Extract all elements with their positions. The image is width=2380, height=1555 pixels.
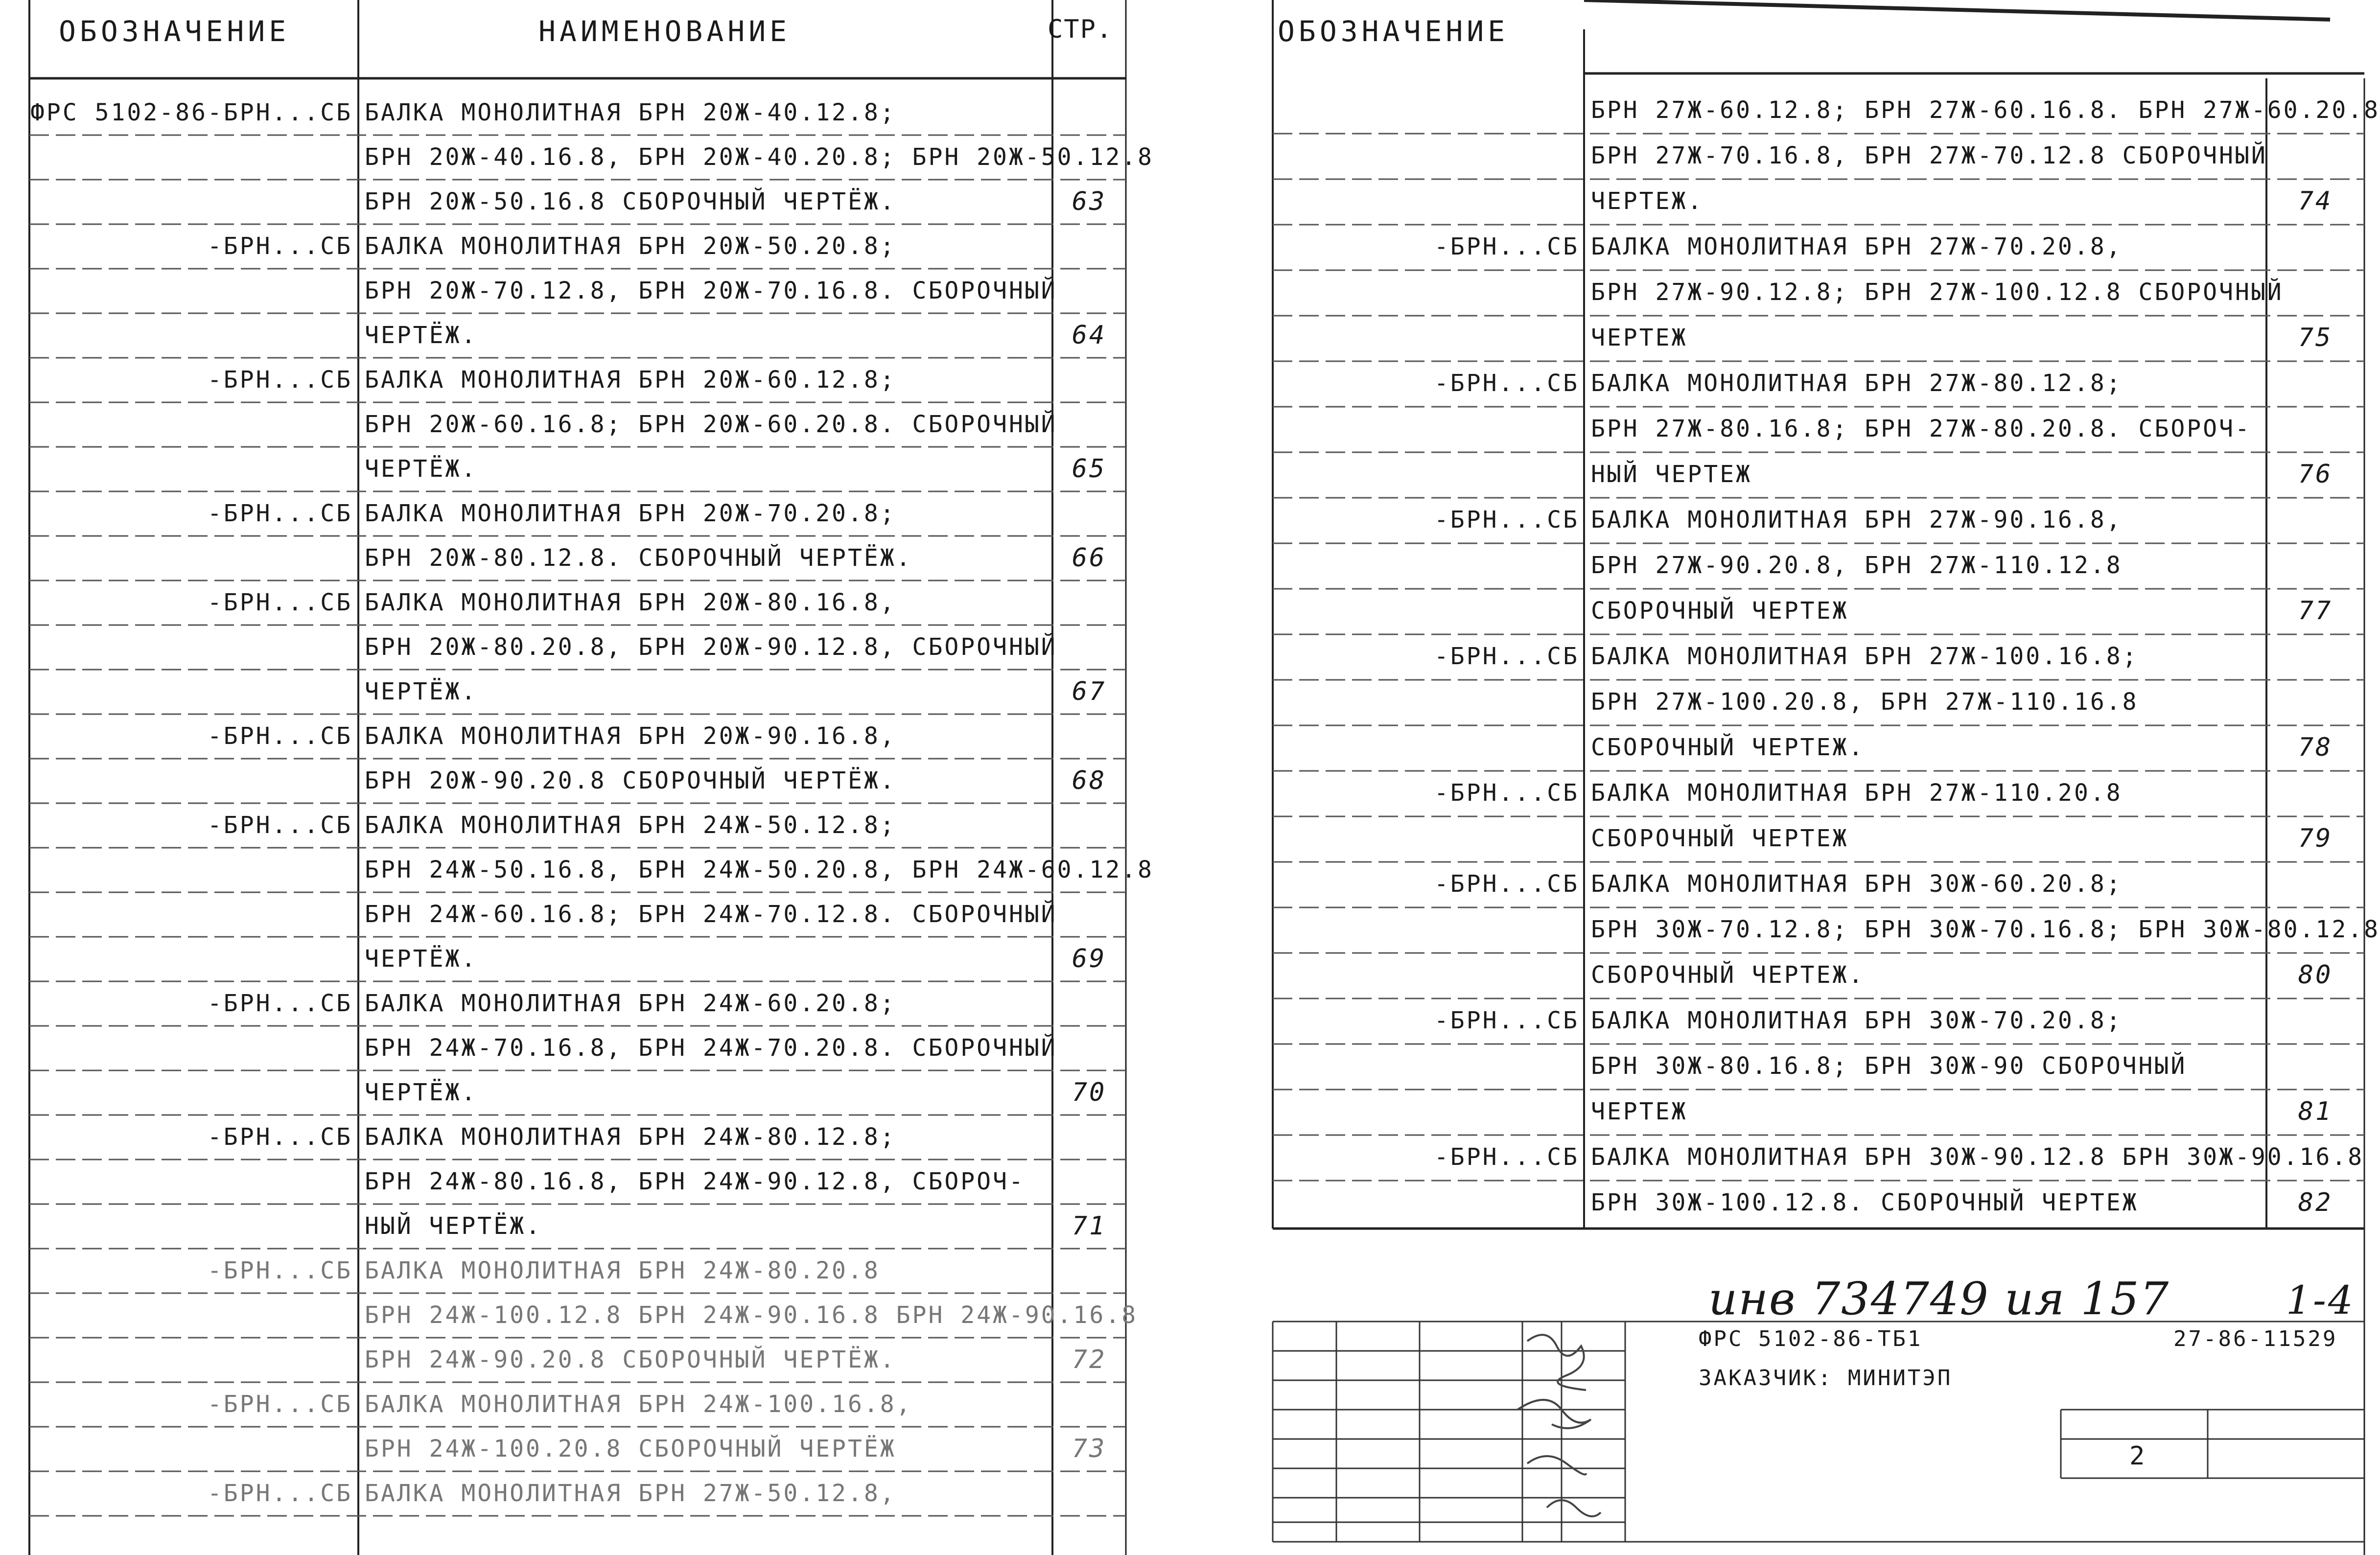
table-row	[0, 536, 1141, 580]
row-page-number	[2266, 225, 2364, 269]
table-row	[0, 224, 1141, 269]
row-page-number	[1052, 1026, 1126, 1070]
document-code: ФРС 5102-86-ТБ1	[1699, 1326, 1923, 1351]
table-row	[0, 759, 1141, 803]
row-name: БАЛКА МОНОЛИТНАЯ БРН 24Ж-50.12.8;	[365, 812, 896, 839]
row-name: СБОРОЧНЫЙ ЧЕРТЕЖ	[1591, 597, 1849, 625]
title-block-lines	[1273, 1322, 2364, 1542]
table-row	[1253, 862, 2376, 906]
table-row	[0, 135, 1154, 180]
table-row	[0, 1471, 1141, 1516]
table-row	[1253, 1181, 2376, 1225]
row-page-number	[1052, 1471, 1126, 1516]
row-name: БАЛКА МОНОЛИТНАЯ БРН 27Ж-90.16.8,	[1591, 506, 2123, 534]
table-row	[1253, 907, 2380, 952]
row-designation	[29, 1427, 352, 1471]
row-designation	[1273, 1181, 1579, 1225]
table-row	[1253, 498, 2376, 542]
row-page-number: 75	[2298, 323, 2333, 352]
row-page-number	[1052, 848, 1126, 892]
row-designation	[29, 937, 352, 981]
row-page-number: 71	[1072, 1211, 1107, 1241]
row-page-number: 76	[2298, 460, 2333, 489]
row-page-number	[2266, 88, 2364, 133]
handwritten-inventory-number: инв 734749 ия 157	[1708, 1273, 2170, 1325]
row-designation: -БРН...СБ	[1434, 370, 1579, 397]
row-designation: -БРН...СБ	[207, 500, 352, 527]
table-row	[0, 1204, 1141, 1249]
row-page-number	[1052, 1160, 1126, 1204]
row-page-number: 69	[1072, 944, 1107, 974]
row-page-number: 80	[2298, 960, 2333, 990]
row-designation	[1273, 816, 1579, 861]
row-designation: -БРН...СБ	[207, 1123, 352, 1151]
row-page-number	[2266, 680, 2364, 724]
table-row	[1253, 1135, 2376, 1180]
row-name: БАЛКА МОНОЛИТНАЯ БРН 20Ж-80.16.8,	[365, 589, 896, 616]
row-name: БРН 27Ж-100.20.8, БРН 27Ж-110.16.8	[1591, 688, 2139, 716]
row-name: ЧЕРТЁЖ.	[365, 322, 478, 349]
row-page-number: 73	[1072, 1434, 1107, 1463]
row-name: БРН 24Ж-80.16.8, БРН 24Ж-90.12.8, СБОРОЧ-	[365, 1168, 1025, 1195]
row-page-number: 67	[1072, 677, 1107, 706]
left-header-name: НАИМЕНОВАНИЕ	[538, 15, 791, 48]
row-page-number	[2266, 1135, 2364, 1180]
row-name: БРН 24Ж-90.20.8 СБОРОЧНЫЙ ЧЕРТЁЖ.	[365, 1346, 896, 1373]
row-page-number: 77	[2298, 596, 2333, 626]
table-row	[0, 1293, 1141, 1338]
table-row	[0, 491, 1141, 536]
table-row	[1253, 179, 2376, 224]
row-page-number	[1052, 358, 1126, 402]
table-row	[1253, 998, 2376, 1043]
row-page-number	[1052, 135, 1126, 180]
row-designation	[1273, 316, 1579, 360]
row-page-number	[2266, 361, 2364, 406]
row-designation	[1273, 270, 1579, 315]
row-name: БРН 27Ж-70.16.8, БРН 27Ж-70.12.8 СБОРОЧНЫЙ	[1591, 142, 2267, 169]
table-row	[1253, 589, 2376, 633]
row-name: БРН 24Ж-60.16.8; БРН 24Ж-70.12.8. СБОРОЧНЫЙ	[365, 901, 1057, 928]
row-name: БРН 20Ж-80.12.8. СБОРОЧНЫЙ ЧЕРТЁЖ.	[365, 544, 912, 572]
row-name: БАЛКА МОНОЛИТНАЯ БРН 27Ж-80.12.8;	[1591, 370, 2123, 397]
table-row	[0, 402, 1141, 447]
row-designation: -БРН...СБ	[207, 366, 352, 394]
row-name: БАЛКА МОНОЛИТНАЯ БРН 24Ж-80.12.8;	[365, 1123, 896, 1151]
row-page-number	[2266, 634, 2364, 679]
row-name: СБОРОЧНЫЙ ЧЕРТЕЖ	[1591, 825, 1849, 852]
row-page-number	[1052, 269, 1126, 313]
row-name: БРН 27Ж-80.16.8; БРН 27Ж-80.20.8. СБОРОЧ-	[1591, 415, 2251, 442]
left-sheet	[0, 0, 1154, 1555]
table-row	[1253, 407, 2376, 451]
row-name: ЧЕРТЕЖ	[1591, 324, 1688, 351]
table-row	[0, 1160, 1141, 1204]
row-name: БРН 30Ж-80.16.8; БРН 30Ж-90 СБОРОЧНЫЙ	[1591, 1052, 2187, 1080]
table-row	[1253, 361, 2376, 406]
row-page-number	[1052, 1382, 1126, 1427]
row-page-number: 65	[1072, 454, 1107, 484]
row-name: БАЛКА МОНОЛИТНАЯ БРН 30Ж-60.20.8;	[1591, 870, 2123, 898]
row-name: СБОРОЧНЫЙ ЧЕРТЕЖ.	[1591, 961, 1865, 989]
row-page-number	[1052, 580, 1126, 625]
table-row	[0, 714, 1141, 759]
row-name: БРН 27Ж-90.20.8, БРН 27Ж-110.12.8	[1591, 552, 2123, 579]
table-row	[0, 580, 1141, 625]
table-row	[1253, 634, 2376, 679]
row-page-number	[1052, 892, 1126, 937]
row-page-number	[2266, 498, 2364, 542]
row-page-number	[1052, 224, 1126, 269]
row-name: БРН 27Ж-90.12.8; БРН 27Ж-100.12.8 СБОРОЧНЫЙ	[1591, 279, 2284, 306]
row-name: БРН 20Ж-70.12.8, БРН 20Ж-70.16.8. СБОРОЧНЫЙ	[365, 277, 1057, 304]
table-row	[0, 981, 1141, 1026]
row-designation	[29, 536, 352, 580]
row-designation: ФРС 5102-86-БРН...СБ	[30, 99, 352, 126]
row-page-number	[2266, 998, 2364, 1043]
row-name: БАЛКА МОНОЛИТНАЯ БРН 20Ж-70.20.8;	[365, 500, 896, 527]
row-designation: -БРН...СБ	[207, 1391, 352, 1418]
table-row	[0, 848, 1154, 892]
row-page-number: 66	[1072, 543, 1107, 573]
row-designation	[1273, 680, 1579, 724]
row-page-number	[2266, 907, 2364, 952]
row-designation	[1273, 407, 1579, 451]
row-designation: -БРН...СБ	[1434, 506, 1579, 534]
row-designation: -БРН...СБ	[207, 232, 352, 260]
table-row	[0, 803, 1141, 848]
row-designation: -БРН...СБ	[207, 812, 352, 839]
row-page-number	[1052, 803, 1126, 848]
row-designation	[29, 1160, 352, 1204]
row-page-number	[1052, 402, 1126, 447]
left-header-designation: ОБОЗНАЧЕНИЕ	[59, 15, 290, 48]
row-designation	[29, 1204, 352, 1249]
row-designation: -БРН...СБ	[207, 990, 352, 1017]
row-designation	[29, 625, 352, 670]
signature-scribbles	[1517, 1335, 1601, 1516]
row-name: БАЛКА МОНОЛИТНАЯ БРН 27Ж-100.16.8;	[1591, 643, 2139, 670]
row-page-number: 68	[1072, 766, 1107, 795]
table-row	[0, 1382, 1141, 1427]
row-designation	[1273, 179, 1579, 224]
row-name: СБОРОЧНЫЙ ЧЕРТЕЖ.	[1591, 734, 1865, 761]
row-page-number	[2266, 134, 2364, 178]
row-page-number: 70	[1072, 1078, 1107, 1107]
row-page-number	[2266, 771, 2364, 815]
row-page-number: 81	[2298, 1097, 2333, 1126]
row-name: БРН 20Ж-40.16.8, БРН 20Ж-40.20.8; БРН 20Ж-50.12.8	[365, 143, 1154, 171]
row-name: НЫЙ ЧЕРТЕЖ	[1591, 461, 1752, 488]
table-row	[0, 892, 1141, 937]
row-designation	[1273, 452, 1579, 497]
row-name: БРН 24Ж-100.20.8 СБОРОЧНЫЙ ЧЕРТЁЖ	[365, 1435, 896, 1462]
table-row	[1253, 1090, 2376, 1134]
row-designation	[1273, 134, 1579, 178]
row-page-number	[1052, 981, 1126, 1026]
table-row	[1253, 225, 2376, 269]
row-page-number	[1052, 1115, 1126, 1160]
row-name: ЧЕРТЁЖ.	[365, 945, 478, 973]
row-designation: -БРН...СБ	[207, 1257, 352, 1284]
row-name: БРН 20Ж-60.16.8; БРН 20Ж-60.20.8. СБОРОЧНЫЙ	[365, 411, 1057, 438]
row-designation	[29, 759, 352, 803]
row-designation: -БРН...СБ	[207, 1480, 352, 1507]
row-name: БРН 24Ж-100.12.8 БРН 24Ж-90.16.8 БРН 24Ж-90.16.8	[365, 1301, 1138, 1329]
row-name: БАЛКА МОНОЛИТНАЯ БРН 20Ж-40.12.8;	[365, 99, 896, 126]
row-page-number	[2266, 862, 2364, 906]
row-name: БАЛКА МОНОЛИТНАЯ БРН 30Ж-70.20.8;	[1591, 1007, 2123, 1034]
row-designation	[29, 892, 352, 937]
row-designation	[29, 1338, 352, 1382]
table-row	[0, 447, 1141, 491]
table-row	[1253, 88, 2380, 133]
row-page-number	[1052, 1249, 1126, 1293]
row-name: ЧЕРТЁЖ.	[365, 1079, 478, 1106]
table-row	[1253, 771, 2376, 815]
table-row	[0, 937, 1141, 981]
row-designation	[1273, 1044, 1579, 1089]
registration-number: 27-86-11529	[2173, 1326, 2338, 1351]
table-row	[1253, 452, 2376, 497]
row-name: БАЛКА МОНОЛИТНАЯ БРН 24Ж-80.20.8	[365, 1257, 880, 1284]
row-name: БАЛКА МОНОЛИТНАЯ БРН 30Ж-90.12.8 БРН 30Ж-90.16.8	[1591, 1143, 2364, 1171]
row-designation	[1273, 543, 1579, 588]
row-designation	[1273, 88, 1579, 133]
row-name: НЫЙ ЧЕРТЁЖ.	[365, 1212, 542, 1240]
table-row	[0, 1070, 1141, 1115]
row-designation: -БРН...СБ	[1434, 233, 1579, 260]
row-designation	[29, 180, 352, 224]
row-designation	[29, 1293, 352, 1338]
row-name: БАЛКА МОНОЛИТНАЯ БРН 27Ж-50.12.8,	[365, 1480, 896, 1507]
row-designation: -БРН...СБ	[1434, 870, 1579, 898]
row-designation	[1273, 907, 1579, 952]
row-page-number: 72	[1072, 1345, 1107, 1374]
row-designation: -БРН...СБ	[207, 589, 352, 616]
row-name: БАЛКА МОНОЛИТНАЯ БРН 20Ж-50.20.8;	[365, 232, 896, 260]
table-row	[0, 1115, 1141, 1160]
row-name: ЧЕРТЕЖ	[1591, 1098, 1688, 1125]
row-name: БАЛКА МОНОЛИТНАЯ БРН 24Ж-100.16.8,	[365, 1391, 912, 1418]
row-designation: -БРН...СБ	[1434, 1007, 1579, 1034]
row-name: БАЛКА МОНОЛИТНАЯ БРН 20Ж-60.12.8;	[365, 366, 896, 394]
right-header-designation: ОБОЗНАЧЕНИЕ	[1278, 15, 1509, 48]
table-row	[1253, 543, 2376, 588]
row-name: БРН 30Ж-100.12.8. СБОРОЧНЫЙ ЧЕРТЕЖ	[1591, 1189, 2139, 1216]
row-page-number: 63	[1072, 187, 1107, 216]
row-designation: -БРН...СБ	[207, 722, 352, 750]
row-designation: -БРН...СБ	[1434, 643, 1579, 670]
row-designation	[29, 447, 352, 491]
row-page-number	[1052, 491, 1126, 536]
row-name: БАЛКА МОНОЛИТНАЯ БРН 27Ж-110.20.8	[1591, 779, 2123, 807]
row-designation	[1273, 589, 1579, 633]
table-row	[1253, 816, 2376, 861]
row-name: БАЛКА МОНОЛИТНАЯ БРН 24Ж-60.20.8;	[365, 990, 896, 1017]
row-page-number	[2266, 1044, 2364, 1089]
row-page-number	[1052, 625, 1126, 670]
row-designation	[1273, 725, 1579, 770]
row-name: БРН 20Ж-90.20.8 СБОРОЧНЫЙ ЧЕРТЁЖ.	[365, 767, 896, 794]
row-page-number	[2266, 407, 2364, 451]
row-name: ЧЕРТЁЖ.	[365, 678, 478, 705]
table-row	[0, 1026, 1141, 1070]
table-row	[0, 1427, 1141, 1471]
row-name: БРН 27Ж-60.12.8; БРН 27Ж-60.16.8. БРН 27Ж-60.20.8	[1591, 96, 2380, 124]
row-page-number: 64	[1072, 321, 1107, 350]
row-designation	[29, 402, 352, 447]
row-name: БАЛКА МОНОЛИТНАЯ БРН 20Ж-90.16.8,	[365, 722, 896, 750]
table-row	[0, 670, 1141, 714]
row-name: БРН 30Ж-70.12.8; БРН 30Ж-70.16.8; БРН 30Ж-80.12.8	[1591, 916, 2380, 943]
row-designation	[29, 670, 352, 714]
row-designation	[29, 313, 352, 358]
table-row	[0, 625, 1141, 670]
row-designation	[1273, 1090, 1579, 1134]
row-name: БРН 20Ж-80.20.8, БРН 20Ж-90.12.8, СБОРОЧНЫЙ	[365, 633, 1057, 661]
table-row	[1253, 316, 2376, 360]
row-designation	[29, 1070, 352, 1115]
row-name: БРН 24Ж-70.16.8, БРН 24Ж-70.20.8. СБОРОЧНЫЙ	[365, 1034, 1057, 1062]
row-name: ЧЕРТЁЖ.	[365, 455, 478, 483]
row-page-number	[2266, 270, 2364, 315]
row-name: БРН 24Ж-50.16.8, БРН 24Ж-50.20.8, БРН 24Ж-60.12.8	[365, 856, 1154, 883]
right-sheet	[1253, 0, 2380, 1555]
table-row	[0, 1338, 1141, 1382]
row-name: БАЛКА МОНОЛИТНАЯ БРН 27Ж-70.20.8,	[1591, 233, 2123, 260]
row-designation	[29, 269, 352, 313]
row-name: БРН 20Ж-50.16.8 СБОРОЧНЫЙ ЧЕРТЁЖ.	[365, 188, 896, 215]
left-header-page: СТР.	[1048, 15, 1113, 44]
row-designation	[1273, 953, 1579, 998]
row-page-number: 78	[2298, 733, 2333, 762]
table-row	[1253, 134, 2376, 178]
table-row	[1253, 270, 2376, 315]
row-designation	[29, 1026, 352, 1070]
row-designation	[29, 848, 352, 892]
row-page-number	[1052, 714, 1126, 759]
row-page-number	[2266, 543, 2364, 588]
row-page-number: 74	[2298, 186, 2333, 216]
sheet-number: 2	[2129, 1441, 2147, 1471]
row-designation: -БРН...СБ	[1434, 779, 1579, 807]
table-row	[1253, 725, 2376, 770]
table-row	[1253, 680, 2376, 724]
table-row	[0, 313, 1141, 358]
sheet-mark: 1-4	[2286, 1277, 2355, 1323]
table-row	[0, 358, 1141, 402]
table-row	[0, 269, 1141, 313]
table-row	[1253, 953, 2376, 998]
row-designation	[29, 135, 352, 180]
table-row	[1253, 1044, 2376, 1089]
row-designation: -БРН...СБ	[1434, 1143, 1579, 1171]
customer-line: ЗАКАЗЧИК: МИНИТЭП	[1699, 1366, 1953, 1391]
row-page-number	[1052, 91, 1126, 135]
table-row	[0, 1249, 1141, 1293]
table-row	[0, 91, 1141, 135]
row-page-number: 82	[2298, 1188, 2333, 1217]
row-page-number	[1052, 1293, 1126, 1338]
row-name: ЧЕРТЕЖ.	[1591, 187, 1704, 215]
row-page-number: 79	[2298, 824, 2333, 853]
table-row	[0, 180, 1141, 224]
